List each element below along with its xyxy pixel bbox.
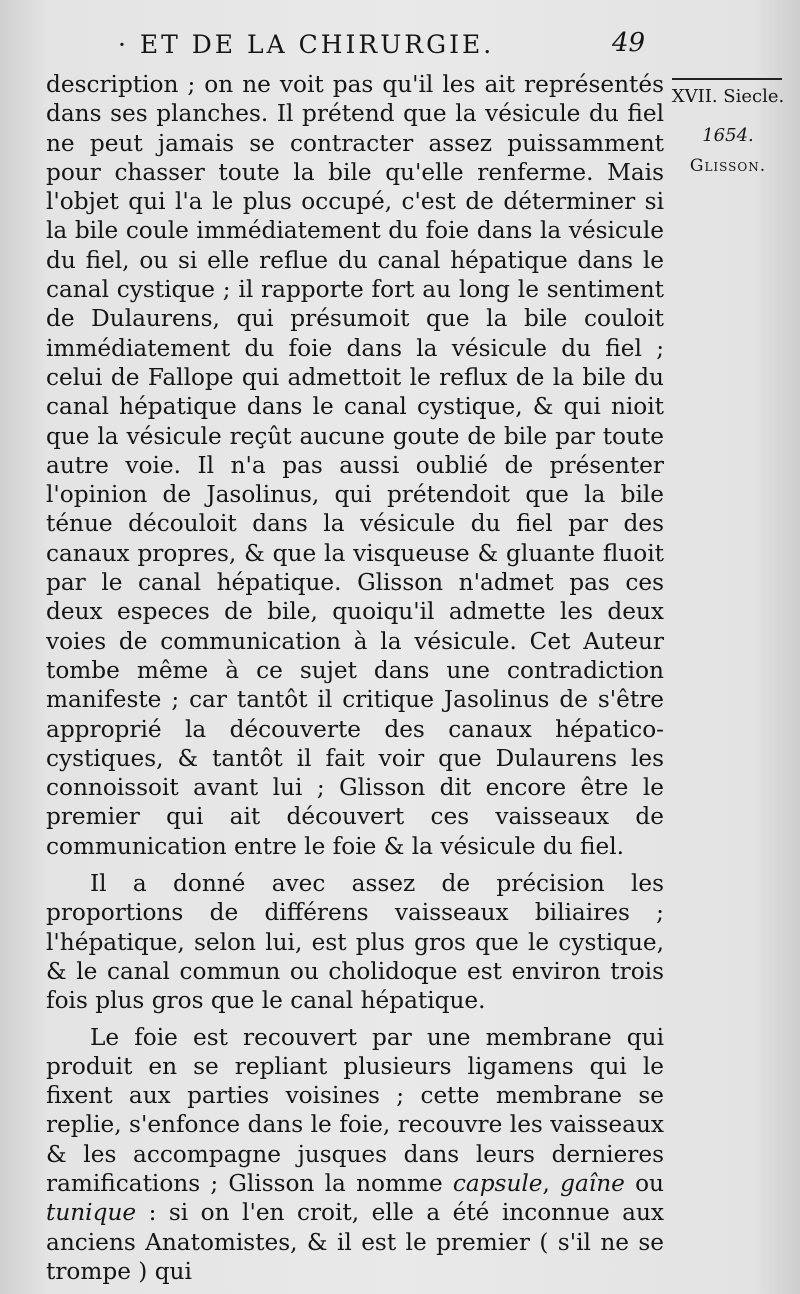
paragraph-3-text-a: Le foie est recouvert par une membrane qui produit en se repliant plusieurs ligamens qui le fixent aux parties voisines ; cette membrane se replie, s'enfonce dans le foie, recouvre les vaisseaux & les accompagne jusques dans leurs dernieres ramifications ; Glisson la nomme	[46, 1023, 664, 1197]
page-number: 49	[612, 28, 646, 58]
paragraph-1: description ; on ne voit pas qu'il les ait représentés dans ses planches. Il prétend que la vésicule du fiel ne peut jamais se contracter assez puissamment pour chasser toute la bile qu'elle renferme. Mais l'objet qui l'a le plus occupé, c'est de déterminer si la bile coule immédiatement du foie dans la vésicule du fiel, ou si elle reflue du canal hépatique dans le canal cystique ; il rapporte fort au long le sentiment de Dulaurens, qui présumoit que la bile couloit immédiatement du foie dans la vésicule du fiel ; celui de Fallope qui admettoit le reflux de la bile du canal hépatique dans le canal cystique, & qui nioit que la vésicule reçût aucune goute de bile par toute autre voie. Il n'a pas aussi oublié de présenter l'opinion de Jasolinus, qui prétendoit que la bile ténue découloit dans la vésicule du fiel par des canaux propres, & que la visqueuse & gluante fluoit par le canal hépatique. Glisson n'admet pas ces deux especes de bile, quoiqu'il admette les deux voies de communication à la vésicule. Cet Auteur tombe même à ce sujet dans une contradiction manifeste ; car tantôt il critique Jasolinus de s'être approprié la découverte des canaux hépatico-cystiques, & tantôt il fait voir que Dulaurens les connoissoit avant lui ; Glisson dit encore être le premier qui ait découvert ces vaisseaux de communication entre le foie & la vésicule du fiel.	[46, 71, 664, 860]
margin-century: XVII. Siecle.	[671, 86, 785, 107]
term-tunique: tunique	[46, 1199, 137, 1227]
margin-rule	[672, 78, 782, 80]
paragraph-3	[46, 1023, 664, 1287]
margin-year: 1654.	[702, 125, 754, 146]
paragraph-2: Il a donné avec assez de précision les proportions de différens vaisseaux biliaires ; l'hépatique, selon lui, est plus gros que le cystique, & le canal commun ou cholidoque est environ trois fois plus gros que le canal hépatique.	[46, 870, 664, 1015]
term-capsule: capsule	[452, 1169, 543, 1197]
paragraph-3-text-b: : si on l'en croit, elle a été inconnue aux anciens Anatomistes, & il est le premier ( s'il ne se trompe ) qui	[46, 1199, 664, 1285]
margin-note	[668, 72, 788, 177]
term-gaine: gaîne	[560, 1169, 625, 1197]
separator-comma: ,	[542, 1169, 550, 1197]
running-title: · ET DE LA CHIRURGIE.	[118, 30, 495, 59]
body-text	[46, 70, 664, 1286]
margin-name: Glisson.	[689, 156, 767, 176]
separator-ou: ou	[635, 1169, 664, 1197]
